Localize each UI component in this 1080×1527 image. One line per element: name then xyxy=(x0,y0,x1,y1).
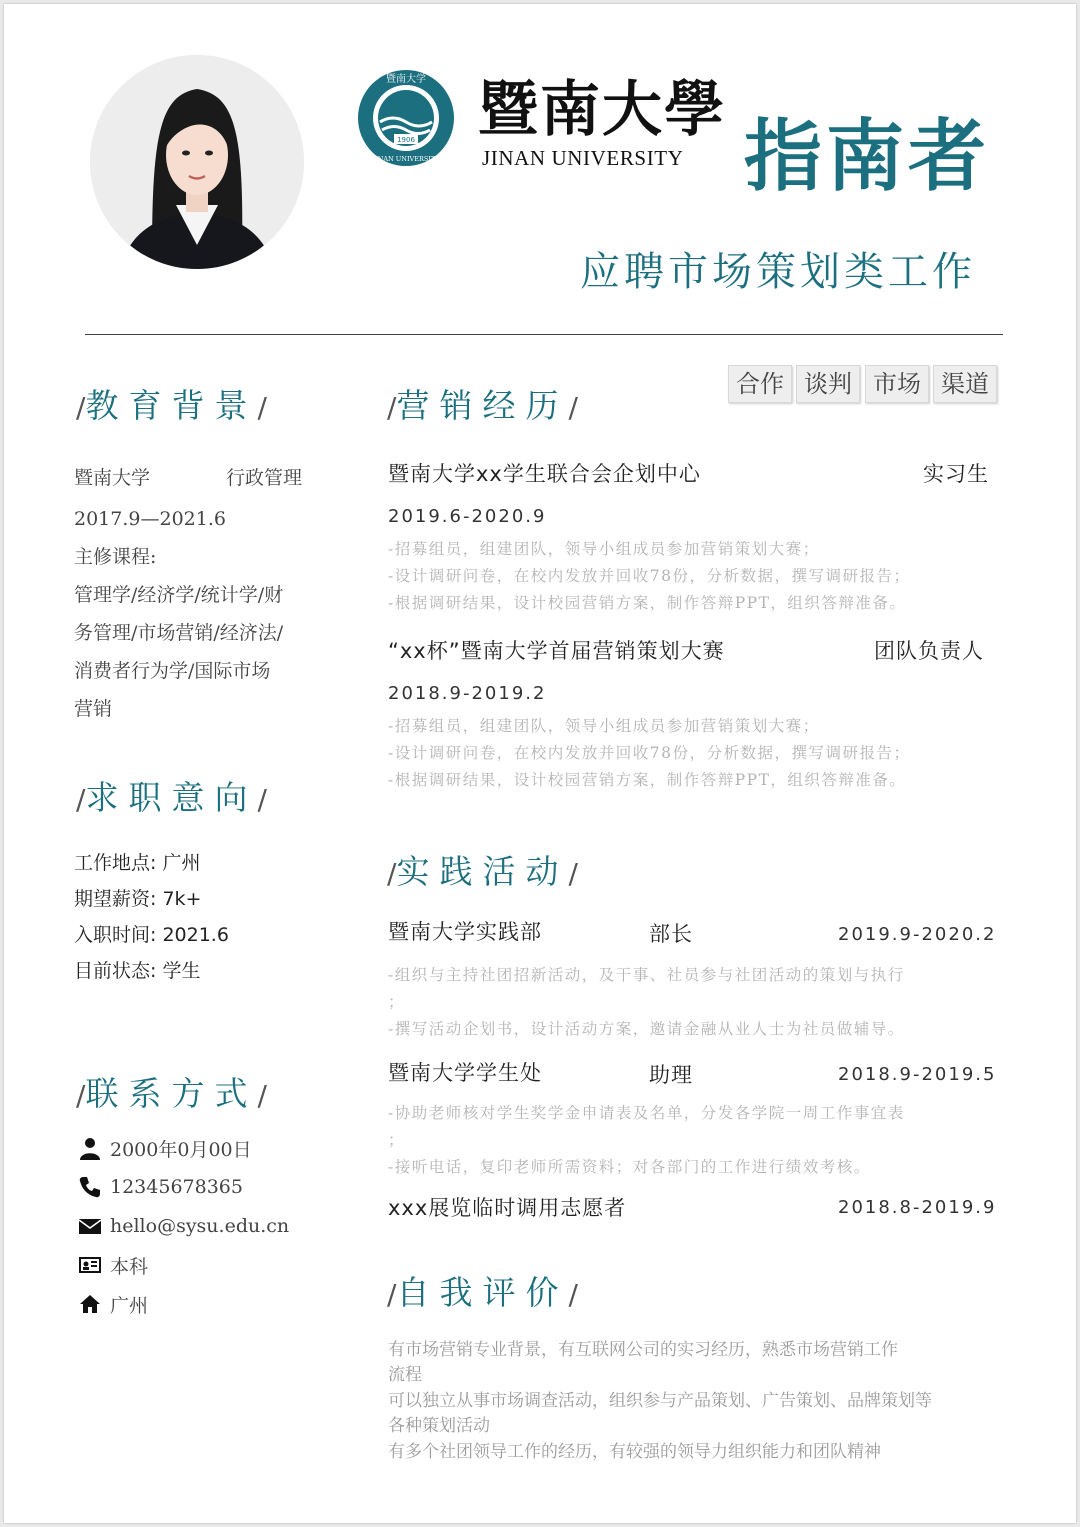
courses-line: 务管理/市场营销/经济法/ xyxy=(74,622,284,644)
contact-text: 2000年0月00日 xyxy=(110,1138,252,1161)
practice-bullet: -撰写活动企划书，设计活动方案，邀请金融从业人士为社员做辅导。 xyxy=(388,1020,905,1038)
slash-decoration: / xyxy=(568,1278,578,1311)
slash-decoration: / xyxy=(568,391,578,424)
education-period: 2017.9—2021.6 xyxy=(74,508,226,530)
self-eval-title: 自我评价 xyxy=(396,1273,569,1312)
slash-decoration: / xyxy=(387,391,397,424)
svg-text:1906: 1906 xyxy=(397,136,415,144)
courses-line: 消费者行为学/国际市场 xyxy=(74,660,271,682)
contact-text: 广州 xyxy=(110,1294,149,1317)
contact-text: hello@sysu.edu.cn xyxy=(110,1215,290,1237)
slash-decoration: / xyxy=(568,857,578,890)
slash-decoration: / xyxy=(76,783,86,816)
contact-degree xyxy=(78,1250,148,1280)
experience-role: 团队负责人 xyxy=(874,639,984,663)
practice-bullet: -接听电话，复印老师所需资料；对各部门的工作进行绩效考核。 xyxy=(388,1158,871,1176)
practice-org: xxx展览临时调用志愿者 xyxy=(388,1196,627,1220)
self-eval-line: 各种策划活动 xyxy=(388,1416,490,1436)
slash-decoration: / xyxy=(76,391,86,424)
svg-text:暨南大学: 暨南大学 xyxy=(386,74,426,85)
practice-role: 部长 xyxy=(649,922,693,946)
contact-title: 联系方式 xyxy=(85,1074,258,1113)
contact-heading xyxy=(76,1074,267,1116)
practice-date: 2019.9-2020.2 xyxy=(838,924,997,945)
slash-decoration: / xyxy=(76,1079,86,1112)
university-seal-logo xyxy=(356,68,456,168)
practice-bullet: -协助老师核对学生奖学金申请表及名单，分发各学院一周工作事宜表 xyxy=(388,1104,905,1122)
experience-org: 暨南大学xx学生联合会企划中心 xyxy=(388,462,701,486)
practice-role: 助理 xyxy=(649,1063,693,1087)
home-icon xyxy=(78,1292,102,1316)
experience-date: 2019.6-2020.9 xyxy=(388,506,547,527)
marketing-heading xyxy=(387,386,578,428)
candidate-name: 指南者 xyxy=(744,112,991,202)
courses-line: 管理学/经济学/统计学/财 xyxy=(74,584,284,606)
education-school: 暨南大学 xyxy=(74,467,151,489)
header-divider xyxy=(85,334,1003,335)
practice-heading xyxy=(387,852,578,894)
practice-org: 暨南大学实践部 xyxy=(388,920,542,944)
contact-birthday xyxy=(78,1133,252,1163)
experience-bullet: -设计调研问卷，在校内发放并回收78份，分析数据，撰写调研报告； xyxy=(388,567,911,585)
contact-email xyxy=(78,1211,289,1241)
university-name-en: JINAN UNIVERSITY xyxy=(482,146,684,170)
practice-title: 实践活动 xyxy=(396,852,569,891)
slash-decoration: / xyxy=(257,783,267,816)
self-eval-line: 有多个社团领导工作的经历，有较强的领导力组织能力和团队精神 xyxy=(388,1442,881,1462)
practice-org: 暨南大学学生处 xyxy=(388,1061,542,1085)
self-eval-line: 流程 xyxy=(388,1365,422,1385)
job-objective-title: 应聘市场策划类工作 xyxy=(580,249,976,295)
education-title: 教育背景 xyxy=(85,386,258,425)
education-major: 行政管理 xyxy=(226,467,303,489)
portrait-image xyxy=(90,55,304,269)
university-name-cn: 暨南大學 xyxy=(478,75,726,145)
id-card-icon xyxy=(78,1253,102,1277)
experience-org: “xx杯”暨南大学首届营销策划大赛 xyxy=(388,639,725,663)
slash-decoration: / xyxy=(257,1079,267,1112)
contact-text: 12345678365 xyxy=(110,1176,243,1198)
skill-tag: 谈判 xyxy=(796,365,860,403)
experience-bullet: -设计调研问卷，在校内发放并回收78份，分析数据，撰写调研报告； xyxy=(388,744,911,762)
courses-line: 营销 xyxy=(74,698,113,720)
experience-bullet: -招募组员，组建团队，领导小组成员参加营销策划大赛； xyxy=(388,717,820,735)
marketing-title: 营销经历 xyxy=(396,386,569,425)
experience-bullet: -根据调研结果，设计校园营销方案，制作答辩PPT，组织答辩准备。 xyxy=(388,594,907,612)
intention-item: 入职时间: 2021.6 xyxy=(74,924,229,946)
intention-item: 期望薪资: 7k+ xyxy=(74,888,202,910)
practice-date: 2018.8-2019.9 xyxy=(838,1197,997,1218)
skill-tag: 合作 xyxy=(728,365,792,403)
self-eval-heading xyxy=(387,1273,578,1315)
skill-tag: 渠道 xyxy=(933,365,997,403)
experience-date: 2018.9-2019.2 xyxy=(388,683,547,704)
courses-label: 主修课程: xyxy=(74,546,157,568)
practice-bullet: ； xyxy=(388,993,406,1011)
intention-item: 目前状态: 学生 xyxy=(74,960,201,982)
experience-bullet: -招募组员，组建团队，领导小组成员参加营销策划大赛； xyxy=(388,540,820,558)
intention-item: 工作地点: 广州 xyxy=(74,852,201,874)
skill-tag: 市场 xyxy=(865,365,929,403)
contact-phone xyxy=(78,1172,243,1202)
contact-location xyxy=(78,1289,148,1319)
slash-decoration: / xyxy=(387,1278,397,1311)
self-eval-line: 可以独立从事市场调查活动，组织参与产品策划、广告策划、品牌策划等 xyxy=(388,1391,932,1411)
intention-heading xyxy=(76,778,267,820)
contact-text: 本科 xyxy=(110,1255,149,1278)
slash-decoration: / xyxy=(387,857,397,890)
profile-photo xyxy=(90,55,304,269)
phone-icon xyxy=(78,1175,102,1199)
education-heading xyxy=(76,386,267,428)
slash-decoration: / xyxy=(257,391,267,424)
practice-bullet: -组织与主持社团招新活动，及干事、社员参与社团活动的策划与执行 xyxy=(388,966,905,984)
resume-page xyxy=(4,4,1076,1523)
experience-bullet: -根据调研结果，设计校园营销方案，制作答辩PPT，组织答辩准备。 xyxy=(388,771,907,789)
svg-text:JINAN UNIVERSITY: JINAN UNIVERSITY xyxy=(372,155,440,163)
practice-date: 2018.9-2019.5 xyxy=(838,1064,997,1085)
self-eval-line: 有市场营销专业背景，有互联网公司的实习经历，熟悉市场营销工作 xyxy=(388,1340,898,1360)
mail-icon xyxy=(78,1214,102,1238)
intention-title: 求职意向 xyxy=(85,778,258,817)
person-icon xyxy=(78,1136,102,1160)
practice-bullet: ； xyxy=(388,1131,406,1149)
experience-role: 实习生 xyxy=(923,462,989,486)
